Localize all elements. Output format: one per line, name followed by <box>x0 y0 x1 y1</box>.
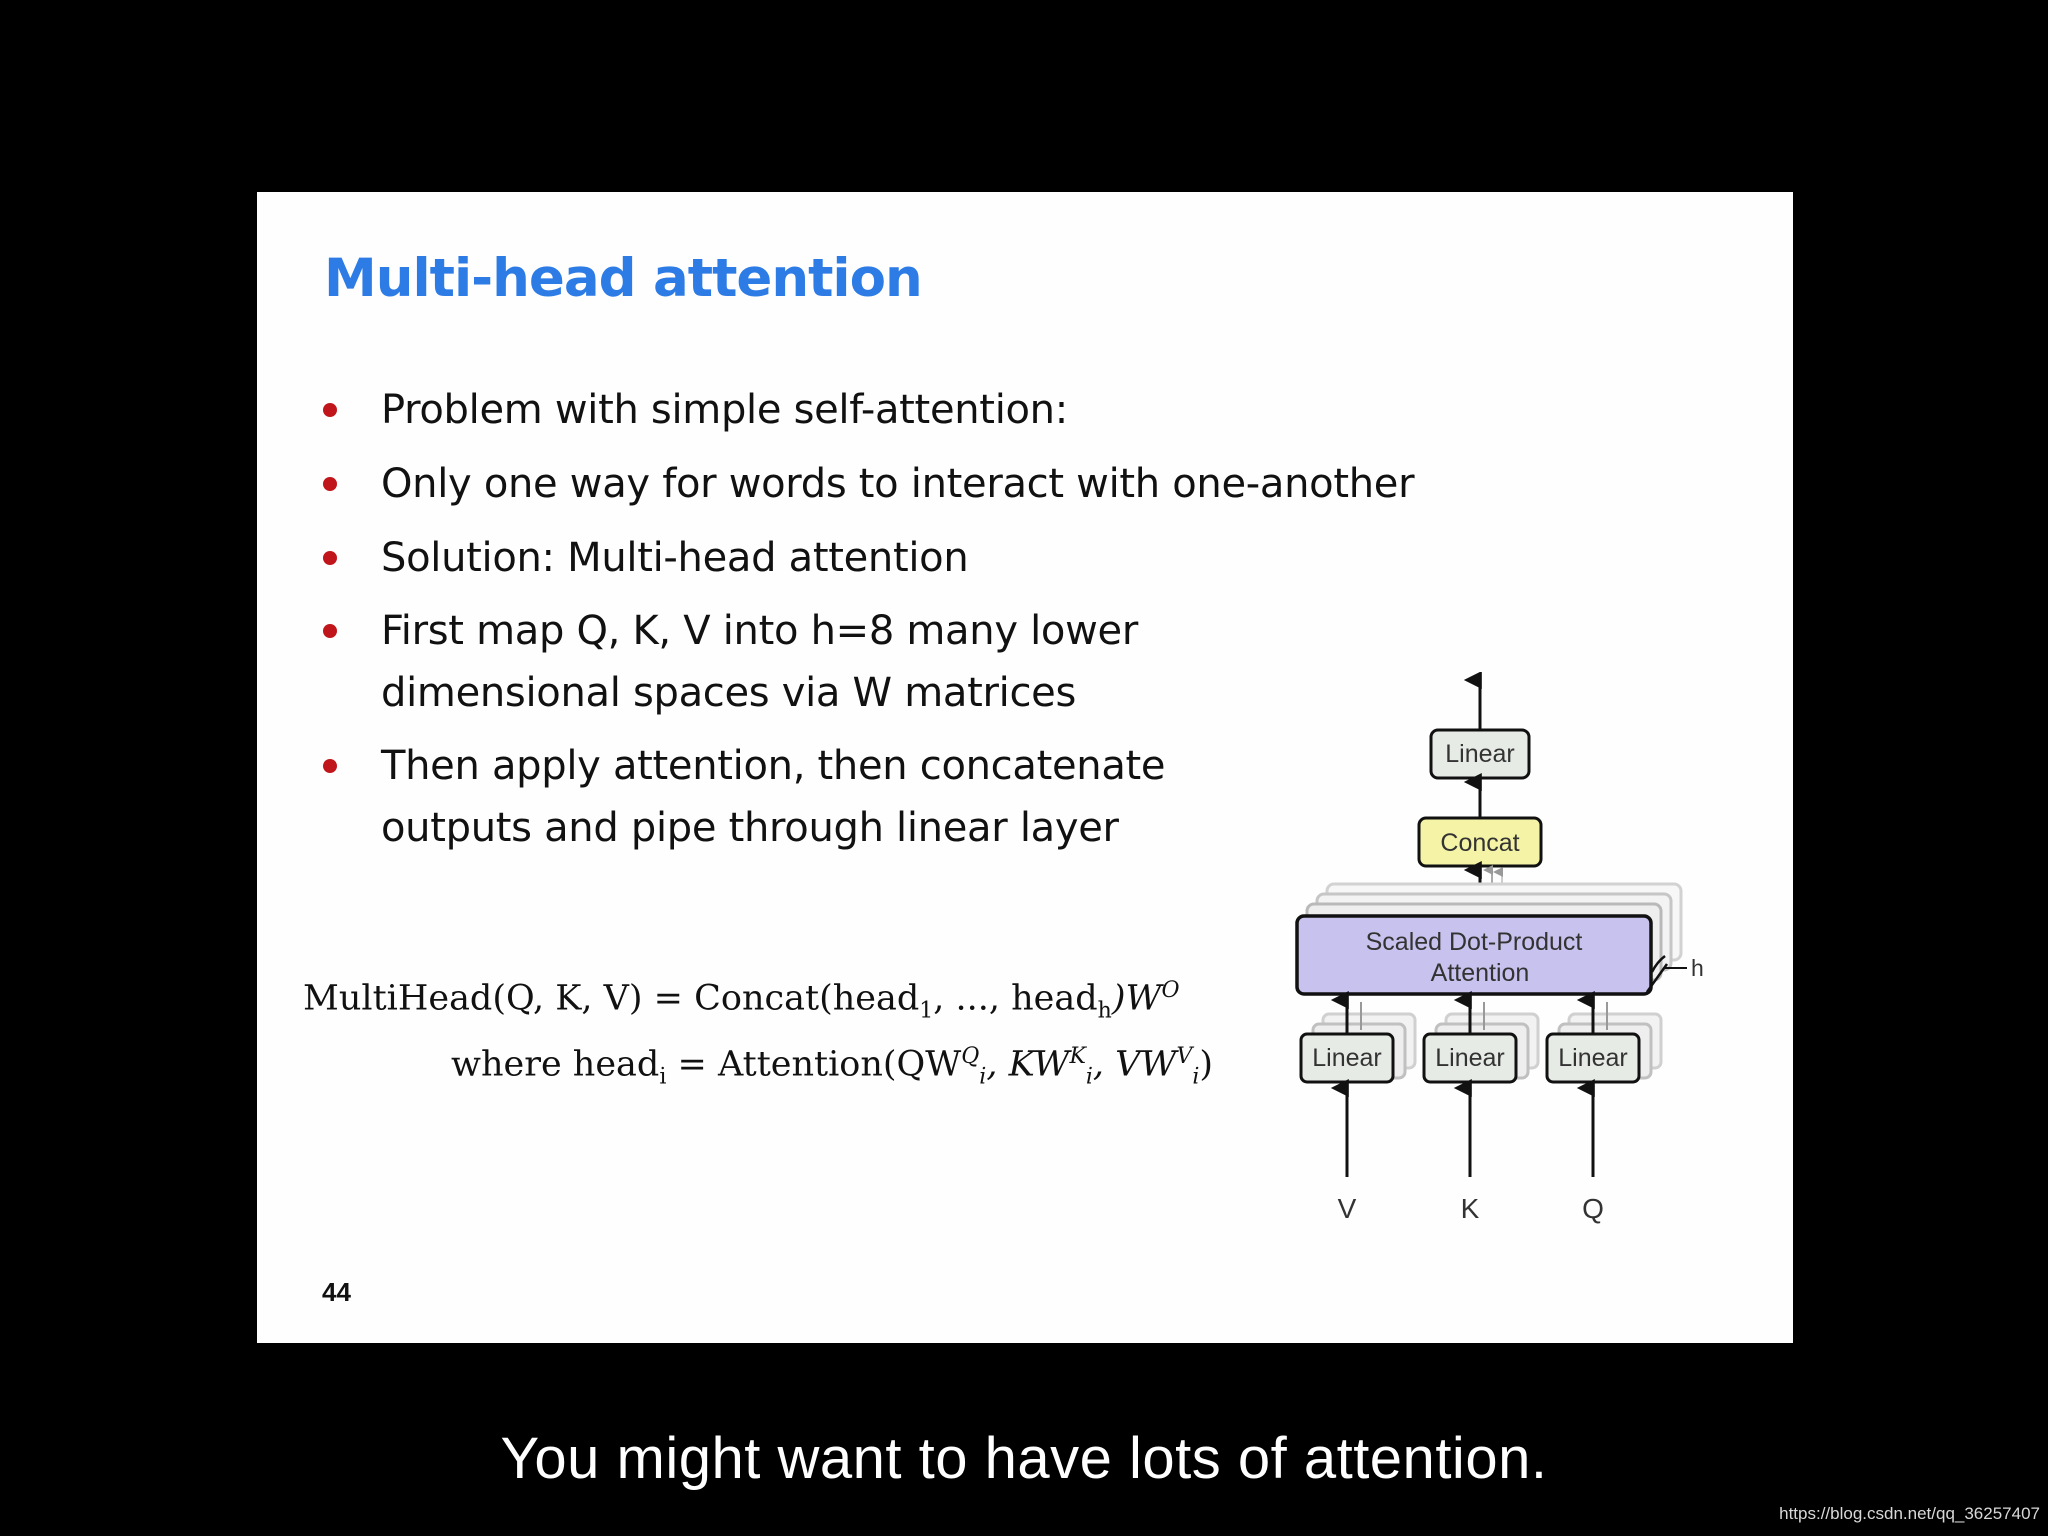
bullet-text: Only one way for words to interact with one-another <box>381 461 1415 507</box>
formula-lhs: MultiHead(Q, K, V) <box>303 978 643 1019</box>
formula-vw: , VW <box>1092 1044 1177 1085</box>
formula-subscript: i <box>1192 1064 1200 1090</box>
lecture-slide <box>257 192 1793 1343</box>
bullet-dot <box>323 403 337 417</box>
watermark-url: https://blog.csdn.net/qq_36257407 <box>1779 1504 2040 1523</box>
formula-ellipsis: , ..., head <box>933 978 1098 1019</box>
output-linear-label: Linear <box>1445 740 1515 768</box>
formula-superscript: Q <box>961 1044 980 1069</box>
formula-line-2 <box>451 1044 1213 1090</box>
bullet-dot <box>323 551 337 565</box>
bullet-text: Problem with simple self-attention: <box>381 387 1068 433</box>
bullet-item-1 <box>381 379 1068 441</box>
video-caption: You might want to have lots of attention. <box>500 1426 1548 1491</box>
formula-where: where head <box>451 1044 660 1085</box>
formula-line-1 <box>303 978 1180 1024</box>
formula-attention: Attention(QW <box>717 1044 962 1085</box>
formula-weight: )W <box>1111 978 1162 1019</box>
formula-subscript: h <box>1097 998 1112 1024</box>
bullet-text-line-1: First map Q, K, V into h=8 many lower <box>381 608 1138 654</box>
linear-v-label: Linear <box>1312 1044 1382 1072</box>
bullet-text-line-1: Then apply attention, then concatenate <box>381 743 1166 789</box>
sdpa-label-line-2: Attention <box>1430 959 1530 987</box>
multihead-diagram <box>1287 672 1707 1432</box>
linear-k-label: Linear <box>1435 1044 1505 1072</box>
input-k-label: K <box>1460 1193 1480 1224</box>
sdpa-label-line-1: Scaled Dot-Product <box>1365 928 1583 956</box>
linear-q-label: Linear <box>1558 1044 1628 1072</box>
slide-title: Multi-head attention <box>324 248 922 309</box>
formula-equals: = <box>677 1044 707 1085</box>
bullet-dot <box>323 624 337 638</box>
formula-concat: Concat(head <box>694 978 920 1019</box>
bullet-item-2 <box>381 453 1414 515</box>
bullet-item-3 <box>381 527 968 589</box>
formula-close: ) <box>1199 1044 1214 1085</box>
bullet-item-4 <box>381 600 1138 724</box>
bullet-dot <box>323 477 337 491</box>
formula-superscript: O <box>1161 978 1180 1003</box>
formula-subscript: 1 <box>919 998 934 1024</box>
concat-label: Concat <box>1440 829 1520 857</box>
bullet-item-5 <box>381 735 1165 859</box>
input-v-label: V <box>1337 1193 1357 1224</box>
formula-superscript: V <box>1176 1044 1193 1069</box>
bullet-text-line-2: outputs and pipe through linear layer <box>381 805 1119 851</box>
input-q-label: Q <box>1582 1193 1604 1224</box>
formula-kw: , KW <box>986 1044 1070 1085</box>
formula-equals: = <box>653 978 683 1019</box>
formula-subscript: i <box>659 1064 667 1090</box>
formula-superscript: K <box>1069 1044 1086 1069</box>
bullet-dot <box>323 759 337 773</box>
slide-page-number: 44 <box>322 1277 351 1307</box>
bullet-text: Solution: Multi-head attention <box>381 535 969 581</box>
h-label: h <box>1691 955 1704 981</box>
bullet-text-line-2: dimensional spaces via W matrices <box>381 670 1076 716</box>
formula-subscript: i <box>979 1064 987 1090</box>
formula-subscript: i <box>1085 1064 1093 1090</box>
